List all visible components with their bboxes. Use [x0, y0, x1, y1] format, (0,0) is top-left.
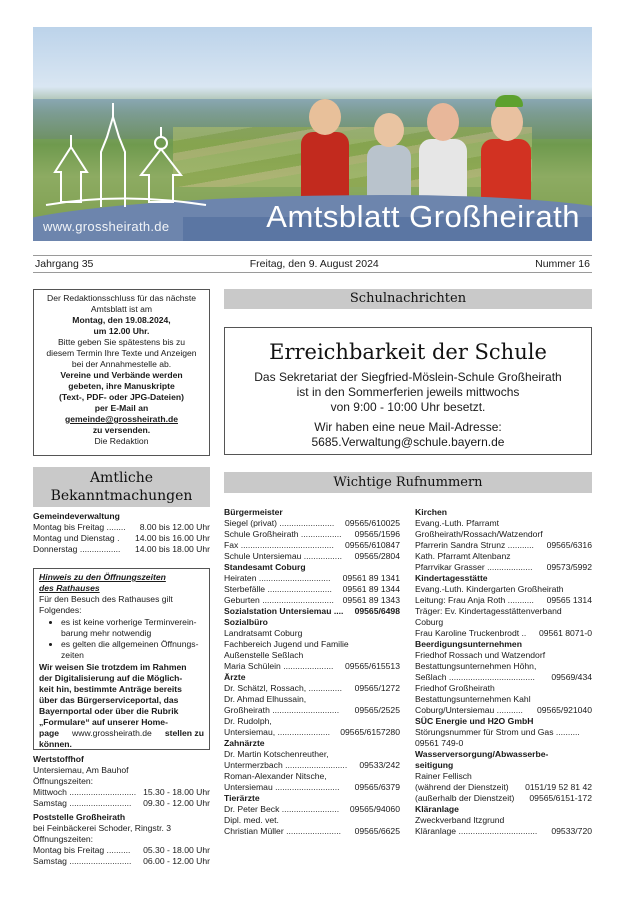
issue-meta-line	[33, 255, 592, 273]
hours-row: Samstag .......................... 06.00 - 12.00 Uhr	[33, 856, 210, 866]
list-item: • es ist keine vorherige Terminverein- barung mehr notwendig	[61, 617, 204, 639]
phone-number: 09561 89 1343	[342, 595, 400, 605]
phone-entry-text: Dr. Rudolph,	[224, 716, 272, 726]
phone-entry-text: Zweckverband Itzgrund	[415, 815, 505, 825]
phone-number: 09565/615513	[345, 661, 400, 671]
phone-entry: Großheirath ............................ 09565/2525	[224, 705, 400, 715]
notice-line: Vereine und Verbände werden	[60, 370, 183, 380]
phone-category: Kirchen	[415, 507, 447, 517]
phone-entry: Träger: Ev. Kindertagesstättenverband	[415, 606, 562, 616]
phone-category: Wasserversorgung/Abwasserbe-	[415, 749, 549, 759]
list-item: • es gelten die allgemeinen Öffnungs- zeiten	[61, 639, 204, 661]
phone-entry: (während der Dienstzeit) 0151/19 52 81 42	[415, 782, 592, 792]
kid-head-2	[374, 113, 404, 147]
phone-number: 09565/610847	[345, 540, 400, 550]
hinweis-list	[53, 617, 204, 661]
phone-category: Kindertagesstätte	[415, 573, 488, 583]
phone-number: 09561 89 1344	[342, 584, 400, 594]
wertstoff-line: Untersiemau, Am Bauhof	[33, 765, 129, 775]
phone-entry: Seßlach .................................... 09569/434	[415, 672, 592, 682]
phone-number: 09565/6379	[354, 782, 400, 792]
homepage-link[interactable]: www.grossheirath.de	[72, 728, 152, 738]
phone-number: 09561 8071-0	[538, 628, 592, 638]
phone-entry-text: Dr. Ahmad Elhussain,	[224, 694, 307, 704]
hours-row: Montag und Dienstag . 14.00 bis 16.00 Uhr	[33, 533, 210, 543]
notice-deadline-date: Montag, den 19.08.2024,	[72, 315, 171, 325]
phone-category: Zahnärzte	[224, 738, 265, 748]
phone-category: Sozialbüro	[224, 617, 268, 627]
notice-line: Der Redaktionsschluss für das nächste	[46, 293, 197, 303]
phone-entry-text: Fachbereich Jugend und Familie	[224, 639, 349, 649]
phone-entry: Sterbefälle ........................... 09561 89 1344	[224, 584, 400, 594]
phone-entry-text: Coburg	[415, 617, 444, 627]
kid-head-1	[309, 99, 341, 135]
kid-figure-4	[481, 139, 531, 205]
hinweis-heading: des Rathauses	[39, 583, 100, 593]
phone-number: 09565/6316	[546, 540, 592, 550]
phone-number: 09565/2525	[354, 705, 400, 715]
hinweis-text: der Digitalisierung auf die Möglich-	[39, 673, 183, 683]
phone-entry: Frau Karoline Truckenbrodt .. 09561 8071-0	[415, 628, 592, 638]
school-text: Das Sekretariat der Siegfried-Möslein-Schule Großheirath ist in den Sommerferien jeweils mittwochs von 9:00 - 10:00 Uhr besetzt.	[254, 370, 562, 414]
phone-entry: Pfarrvikar Grasser ................... 09573/5992	[415, 562, 592, 572]
hinweis-text: Wir weisen Sie trotzdem im Rahmen	[39, 662, 187, 672]
phone-entry-text: Dr. Martin Kotschenreuther,	[224, 749, 329, 759]
phone-entry: Leitung: Frau Anja Roth ........... 09565 1314	[415, 595, 592, 605]
hinweis-text: page www.grossheirath.de stellen zu	[39, 728, 204, 738]
kid-figure-1	[301, 132, 349, 202]
hours-row: Montag bis Freitag .......... 05.30 - 18.00 Uhr	[33, 845, 210, 855]
hinweis-heading: Hinweis zu den Öffnungszeiten	[39, 572, 166, 582]
phone-entry: Kläranlage ................................. 09533/720	[415, 826, 592, 836]
notice-line: zu versenden.	[92, 425, 151, 435]
school-availability-box	[224, 327, 592, 455]
banner-url: www.grossheirath.de	[43, 219, 170, 234]
phone-entry: Untersiemau, ...................... 09565/6157280	[224, 727, 400, 737]
phone-category: SÜC Energie und H2O GmbH	[415, 716, 534, 726]
phone-number: 09533/720	[551, 826, 592, 836]
phone-entry-text: Großheirath/Rossach/Watzendorf	[415, 529, 543, 539]
phone-number: 09565 1314	[546, 595, 592, 605]
phone-entry: Maria Schülein ..................... 09565/615513	[224, 661, 400, 671]
volume-label: Jahrgang 35	[35, 258, 94, 270]
wertstoffhof-info	[33, 754, 210, 867]
phone-entry-text: Roman-Alexander Nitsche,	[224, 771, 327, 781]
header-banner	[33, 27, 592, 241]
phone-entry: Sozialstation Untersiemau .... 09565/6498	[224, 606, 400, 616]
hours-row: Montag bis Freitag ........ 8.00 bis 12.00 Uhr	[33, 522, 210, 532]
gemeinde-title: Gemeindeverwaltung	[33, 511, 120, 521]
phone-entry-text: Außenstelle Seßlach	[224, 650, 304, 660]
phone-number: 09569/434	[551, 672, 592, 682]
post-title: Poststelle Großheirath	[33, 812, 126, 822]
phone-entry: Untermerzbach .......................... 09533/242	[224, 760, 400, 770]
kid-head-3	[427, 103, 459, 141]
notice-line: bei der Annahmestelle ab.	[71, 359, 172, 369]
school-text: Wir haben eine neue Mail-Adresse: 5685.Verwaltung@schule.bayern.de	[225, 420, 591, 450]
phone-category: Bürgermeister	[224, 507, 283, 517]
phone-number: 09565/610025	[345, 518, 400, 528]
wertstoff-line: Öffnungszeiten:	[33, 776, 94, 786]
phone-number: 09565/6151-172	[529, 793, 592, 803]
phone-category: Standesamt Coburg	[224, 562, 306, 572]
phone-number: 09561 89 1341	[342, 573, 400, 583]
phone-entry: (außerhalb der Dienstzeit) 09565/6151-172	[415, 793, 592, 803]
phone-list-left	[224, 507, 400, 837]
phone-entry-text: 09561 749-0	[415, 738, 464, 748]
issue-date: Freitag, den 9. August 2024	[249, 258, 379, 270]
phone-number: 09565/94060	[349, 804, 400, 814]
section-head-amtliche	[33, 467, 210, 507]
gemeinde-hours	[33, 511, 210, 555]
phone-entry: Dr. Peter Beck ........................ 09565/94060	[224, 804, 400, 814]
school-availability-title: Erreichbarkeit der Schule	[269, 340, 547, 364]
phone-number: 09565/1272	[354, 683, 400, 693]
notice-line: (Text-, PDF- oder JPG-Dateien)	[59, 392, 184, 402]
hinweis-text: Folgendes:	[39, 605, 82, 615]
phone-number: 0151/19 52 81 42	[525, 782, 592, 792]
phone-entry: Schule Untersiemau ................ 09565/2804	[224, 551, 400, 561]
masthead-title: Amtsblatt Großheirath	[266, 199, 580, 234]
phone-entry: Heiraten .............................. 09561 89 1341	[224, 573, 400, 583]
phone-entry-text: Rainer Fellisch	[415, 771, 472, 781]
phone-entry-text: Dipl. med. vet.	[224, 815, 279, 825]
phone-number: 09565/2804	[354, 551, 400, 561]
phone-number: 09565/1596	[354, 529, 400, 539]
section-head-schulnachrichten: Schulnachrichten	[224, 289, 592, 309]
phone-entry-text: Bestattungsunternehmen Höhn,	[415, 661, 537, 671]
notice-email-link[interactable]: gemeinde@grossheirath.de	[65, 414, 178, 424]
phone-category: seitigung	[415, 760, 454, 770]
phone-entry: Geburten .............................. 09561 89 1343	[224, 595, 400, 605]
post-line: bei Feinbäckerei Schoder, Ringstr. 3	[33, 823, 172, 833]
phone-entry: Schule Großheirath ................. 09565/1596	[224, 529, 400, 539]
phone-category: Beerdigungsunternehmen	[415, 639, 522, 649]
section-head-rufnummern: Wichtige Rufnummern	[224, 472, 592, 493]
phone-entry-text: Evang.-Luth. Pfarramt	[415, 518, 500, 528]
section-head-line: Bekanntmachungen	[50, 488, 193, 504]
phone-category: Ärzte	[224, 672, 246, 682]
notice-line: gebeten, ihre Manuskripte	[68, 381, 175, 391]
hours-row: Donnerstag ................. 14.00 bis 18.00 Uhr	[33, 544, 210, 554]
hours-row: Samstag .......................... 09.30 - 12.00 Uhr	[33, 798, 210, 808]
phone-entry: Coburg/Untersiemau ........... 09565/921040	[415, 705, 592, 715]
hours-row: Mittwoch ............................ 15.30 - 18.00 Uhr	[33, 787, 210, 797]
phone-entry: Pfarrerin Sandra Strunz ........... 09565/6316	[415, 540, 592, 550]
rathaus-hinweis-box	[33, 568, 210, 750]
phone-category: Tierärzte	[224, 793, 260, 803]
phone-entry: Christian Müller ....................... 09565/6625	[224, 826, 400, 836]
phone-entry-text: Evang.-Luth. Kindergarten Großheirath	[415, 584, 564, 594]
deadline-notice-box	[33, 289, 210, 456]
section-head-line: Amtliche	[89, 470, 154, 486]
notice-signature: Die Redaktion	[94, 436, 149, 446]
hinweis-text: Für den Besuch des Rathauses gilt	[39, 594, 173, 604]
phone-number: 09565/6498	[354, 606, 400, 616]
wertstoff-title: Wertstoffhof	[33, 754, 84, 764]
notice-line: diesem Termin Ihre Texte und Anzeigen	[46, 348, 197, 358]
phone-entry: Untersiemau ........................... 09565/6379	[224, 782, 400, 792]
issue-number: Nummer 16	[535, 258, 590, 270]
notice-line: Bitte geben Sie spätestens bis zu	[57, 337, 186, 347]
phone-entry: Störungsnummer für Strom und Gas ..........	[415, 727, 580, 737]
school-email-link[interactable]: 5685.Verwaltung@schule.bayern.de	[311, 435, 505, 449]
post-line: Öffnungszeiten:	[33, 834, 94, 844]
phone-entry: Fax ....................................... 09565/610847	[224, 540, 400, 550]
phone-number: 09565/6157280	[340, 727, 400, 737]
phone-entry-text: Bestattungsunternehmen Kahl	[415, 694, 531, 704]
phone-entry-text: Friedhof Großheirath	[415, 683, 495, 693]
church-towers-logo	[41, 97, 211, 217]
hinweis-text: Bayernportal oder über die Rubrik	[39, 706, 179, 716]
banner-fields	[173, 127, 532, 187]
notice-line: Amtsblatt ist am	[90, 304, 153, 314]
phone-category: Kläranlage	[415, 804, 459, 814]
hinweis-text: über das Bürgerserviceportal, das	[39, 695, 179, 705]
phone-entry-text: Landratsamt Coburg	[224, 628, 303, 638]
phone-number: 09565/921040	[537, 705, 592, 715]
phone-list-right	[415, 507, 592, 837]
phone-entry: Dr. Schätzl, Rossach, .............. 09565/1272	[224, 683, 400, 693]
phone-number: 09573/5992	[546, 562, 592, 572]
notice-deadline-time: um 12.00 Uhr.	[93, 326, 150, 336]
kid-cap-icon	[495, 95, 523, 107]
notice-line: per E-Mail an	[94, 403, 149, 413]
phone-number: 09565/6625	[354, 826, 400, 836]
hinweis-text: können.	[39, 739, 72, 749]
phone-entry-text: Kath. Pfarramt Altenbanz	[415, 551, 511, 561]
phone-number: 09533/242	[359, 760, 400, 770]
hinweis-text: „Formulare“ auf unserer Home-	[39, 717, 168, 727]
phone-entry: Siegel (privat) ....................... 09565/610025	[224, 518, 400, 528]
hinweis-text: keit hin, bestimmte Anträge bereits	[39, 684, 182, 694]
kid-head-4	[491, 103, 523, 141]
phone-entry-text: Friedhof Rossach und Watzendorf	[415, 650, 546, 660]
